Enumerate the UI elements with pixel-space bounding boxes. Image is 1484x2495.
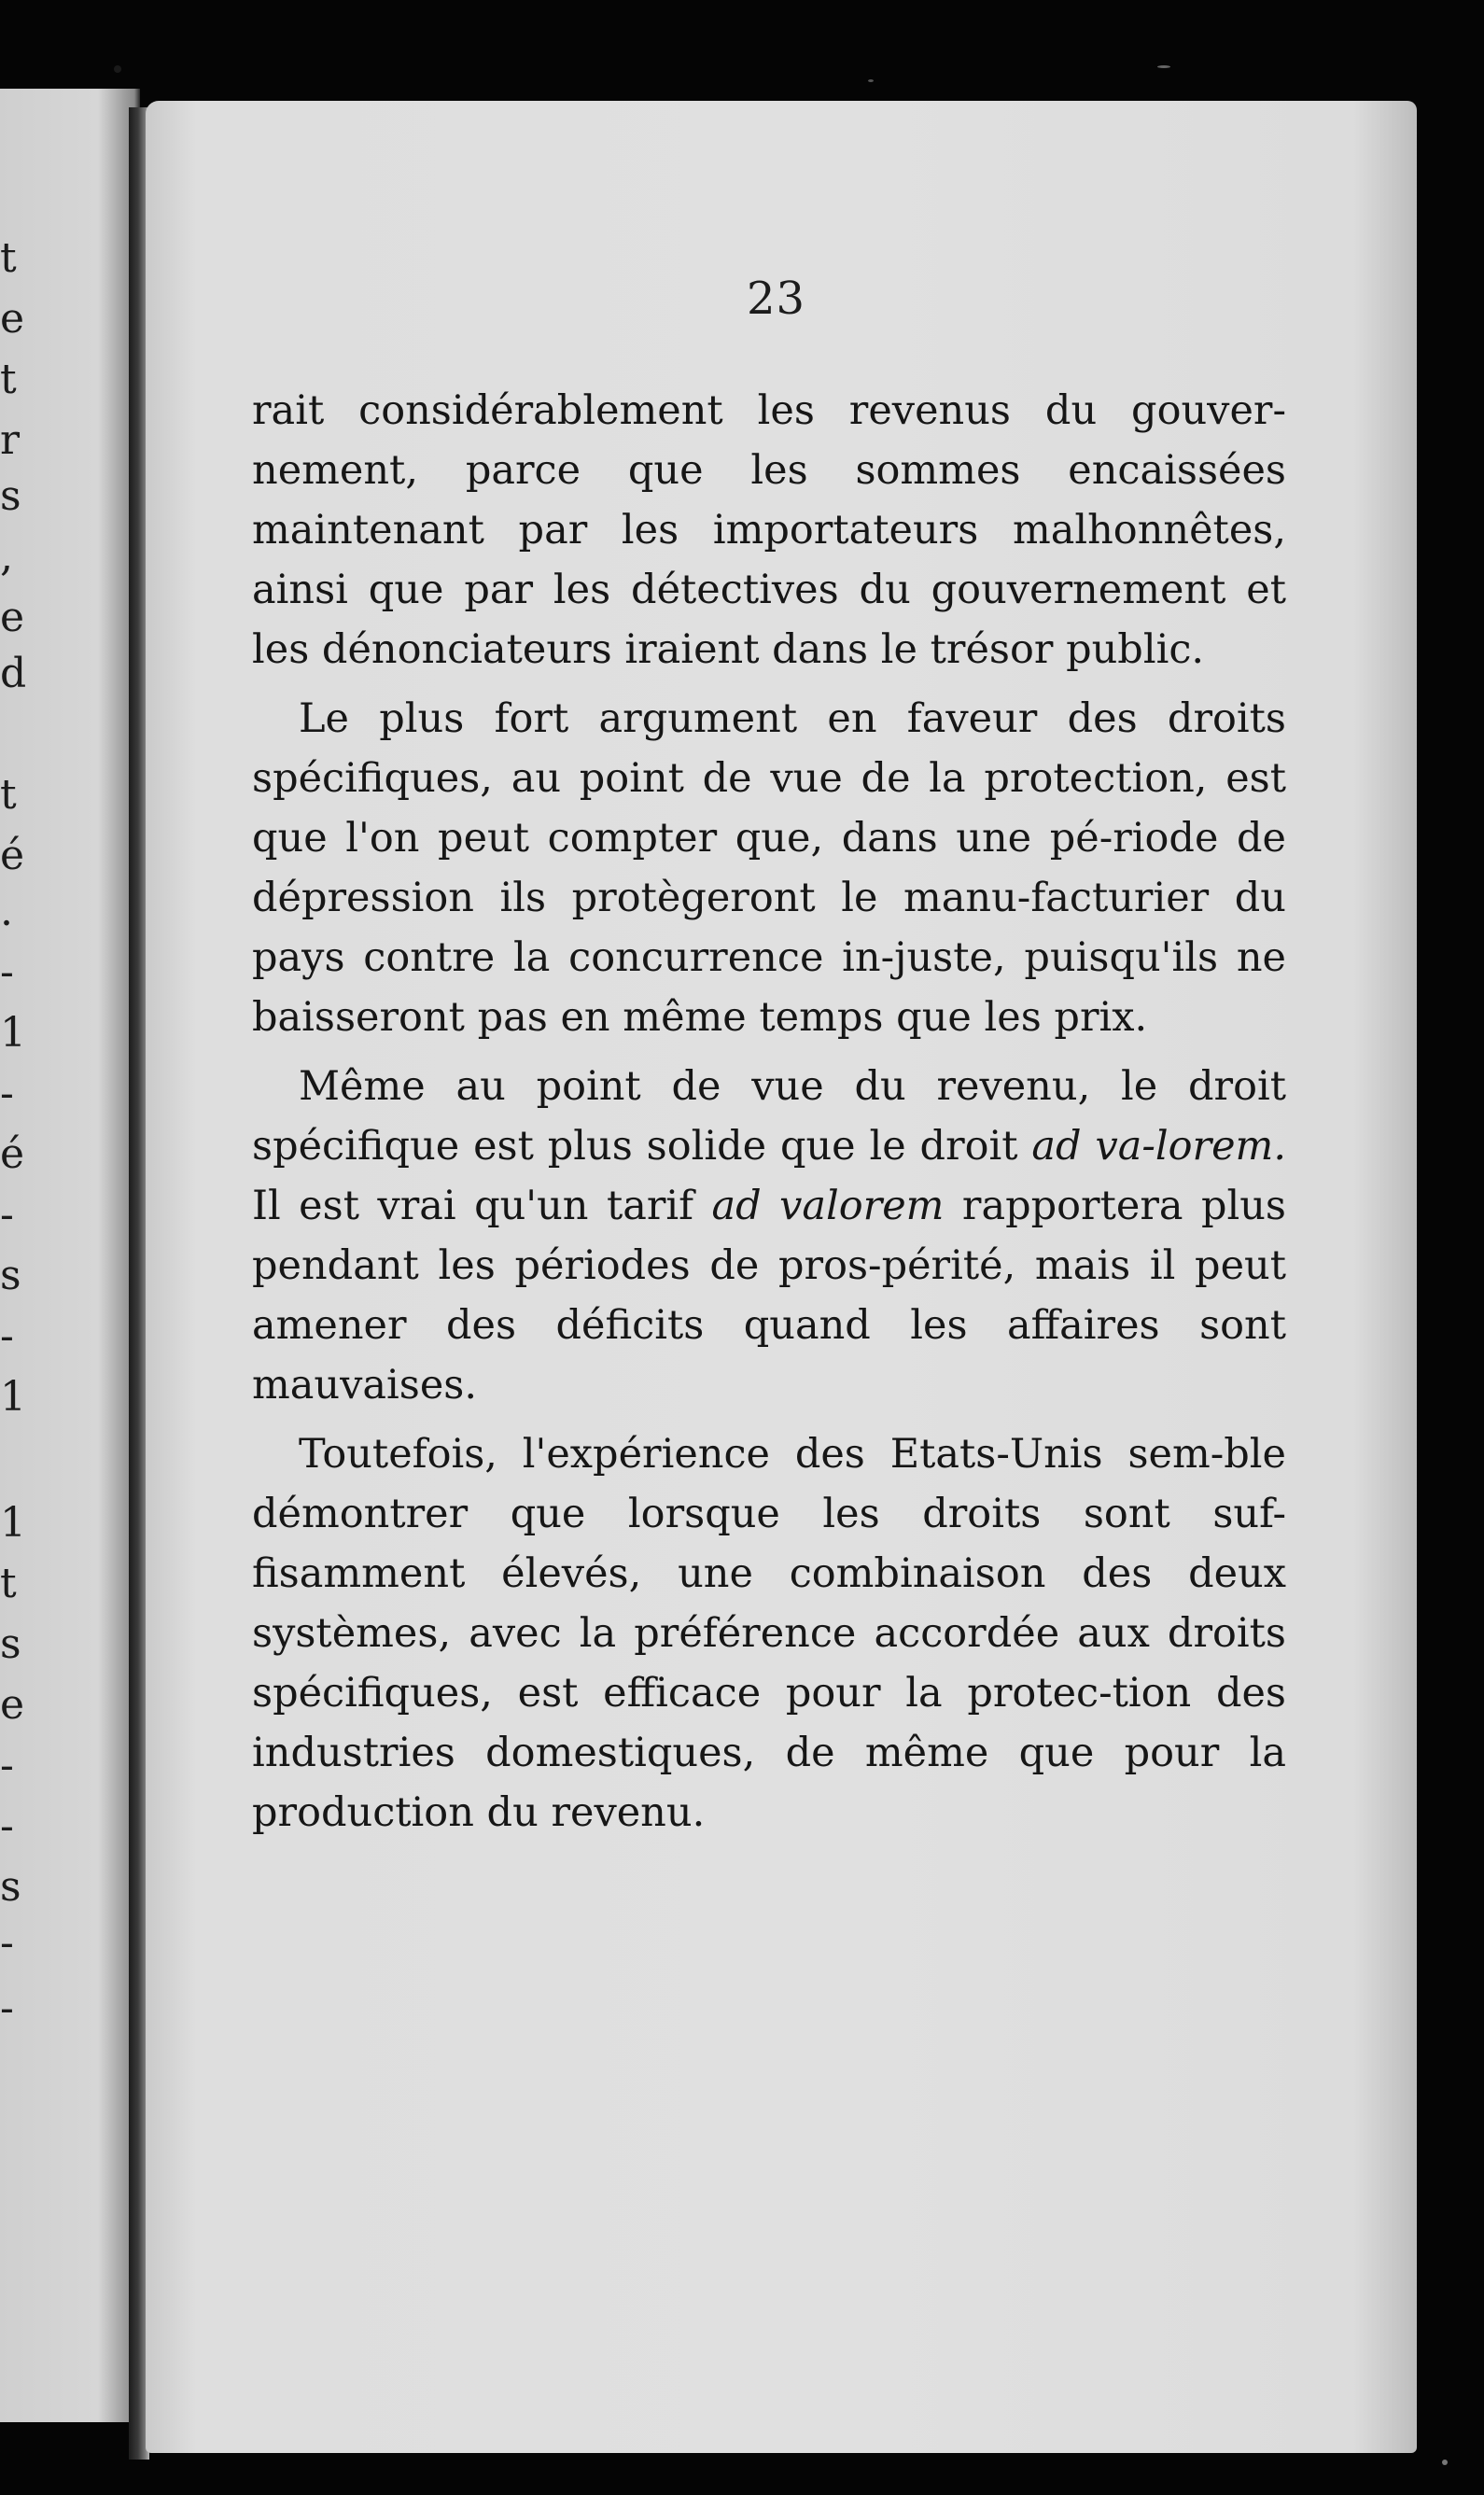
- facing-page-fragment: t: [0, 1560, 17, 1607]
- italic-phrase: ad va-lorem.: [1031, 1123, 1286, 1170]
- paragraph-3: [252, 1057, 1286, 1415]
- facing-page-fragment: s: [0, 472, 21, 520]
- paragraph-1: [252, 381, 1286, 680]
- facing-page-fragment: -: [0, 1802, 14, 1850]
- paragraph-2: [252, 689, 1286, 1047]
- facing-page-fragment: -: [0, 1191, 14, 1239]
- text-run: rait considérablement les revenus du gouver-nement, parce que les sommes encaissées maintenant par les importateurs malhonnêtes, ainsi que par les détectives du gouvernement et les dénonciateurs iraient dans le trésor public.: [252, 387, 1286, 673]
- facing-page-fragment: s: [0, 1252, 21, 1299]
- facing-page-fragment: t: [0, 234, 17, 282]
- scan-speck: [1442, 2460, 1448, 2465]
- facing-page-fragment: .: [0, 888, 13, 935]
- facing-page-fragment: e: [0, 295, 25, 343]
- text-run: Il est vrai qu'un tarif: [252, 1183, 712, 1229]
- text-run: Le plus fort argument en faveur des droits spécifiques, au point de vue de la protection, est que l'on peut compter que, dans une pé-riode de dépression ils protègeront le manu-facturier du pays contre la concurrence in-juste, puisqu'ils ne baisseront pas en même temps que les prix.: [252, 695, 1286, 1041]
- facing-page-fragment: -: [0, 1984, 14, 2032]
- facing-page-fragment: s: [0, 1620, 21, 1668]
- facing-page-fragment: s: [0, 1863, 21, 1911]
- facing-page-fragment: r: [0, 416, 21, 464]
- facing-page-fragment: t: [0, 771, 17, 819]
- facing-page-fragment: 1: [0, 1373, 26, 1421]
- facing-page-fragment: -: [0, 1919, 14, 1967]
- scan-speck: [1157, 65, 1170, 68]
- text-run: Toutefois, l'expérience des Etats-Unis sem-ble démontrer que lorsque les droits sont suf-fisamment élevés, une combinaison des deux systèmes, avec la préférence accordée aux droits spécifiques, est efficace pour la protec-tion des industries domestiques, de même que pour la production du revenu.: [252, 1431, 1286, 1836]
- facing-page-fragment: -: [0, 948, 14, 996]
- facing-page-fragment: é: [0, 832, 25, 879]
- facing-page-fragment: t: [0, 356, 17, 403]
- facing-page-fragment: e: [0, 594, 25, 641]
- facing-page-fragment: -: [0, 1742, 14, 1789]
- facing-page: [0, 89, 140, 2422]
- scan-speck: [868, 79, 874, 82]
- text-run: rapportera plus pendant les périodes de pros-périté, mais il peut amener des déficits quand les affaires sont mauvaises.: [252, 1183, 1286, 1409]
- facing-page-fragment: ,: [0, 533, 13, 581]
- body-text: [252, 381, 1286, 1843]
- facing-page-fragment: é: [0, 1130, 25, 1178]
- page-number: 23: [747, 273, 806, 325]
- paragraph-4: [252, 1424, 1286, 1843]
- facing-page-fragment: d: [0, 650, 27, 697]
- italic-phrase: ad valorem: [711, 1183, 945, 1229]
- text-run: Même au point de vue du revenu, le droit spécifique est plus solide que le droit: [252, 1063, 1286, 1170]
- facing-page-fragment: 1: [0, 1499, 26, 1547]
- facing-page-fragment: -: [0, 1070, 14, 1117]
- facing-page-fragment: e: [0, 1681, 25, 1729]
- scan-speck: [114, 65, 121, 73]
- facing-page-fragment: -: [0, 1312, 14, 1360]
- facing-page-fragment: 1: [0, 1009, 26, 1057]
